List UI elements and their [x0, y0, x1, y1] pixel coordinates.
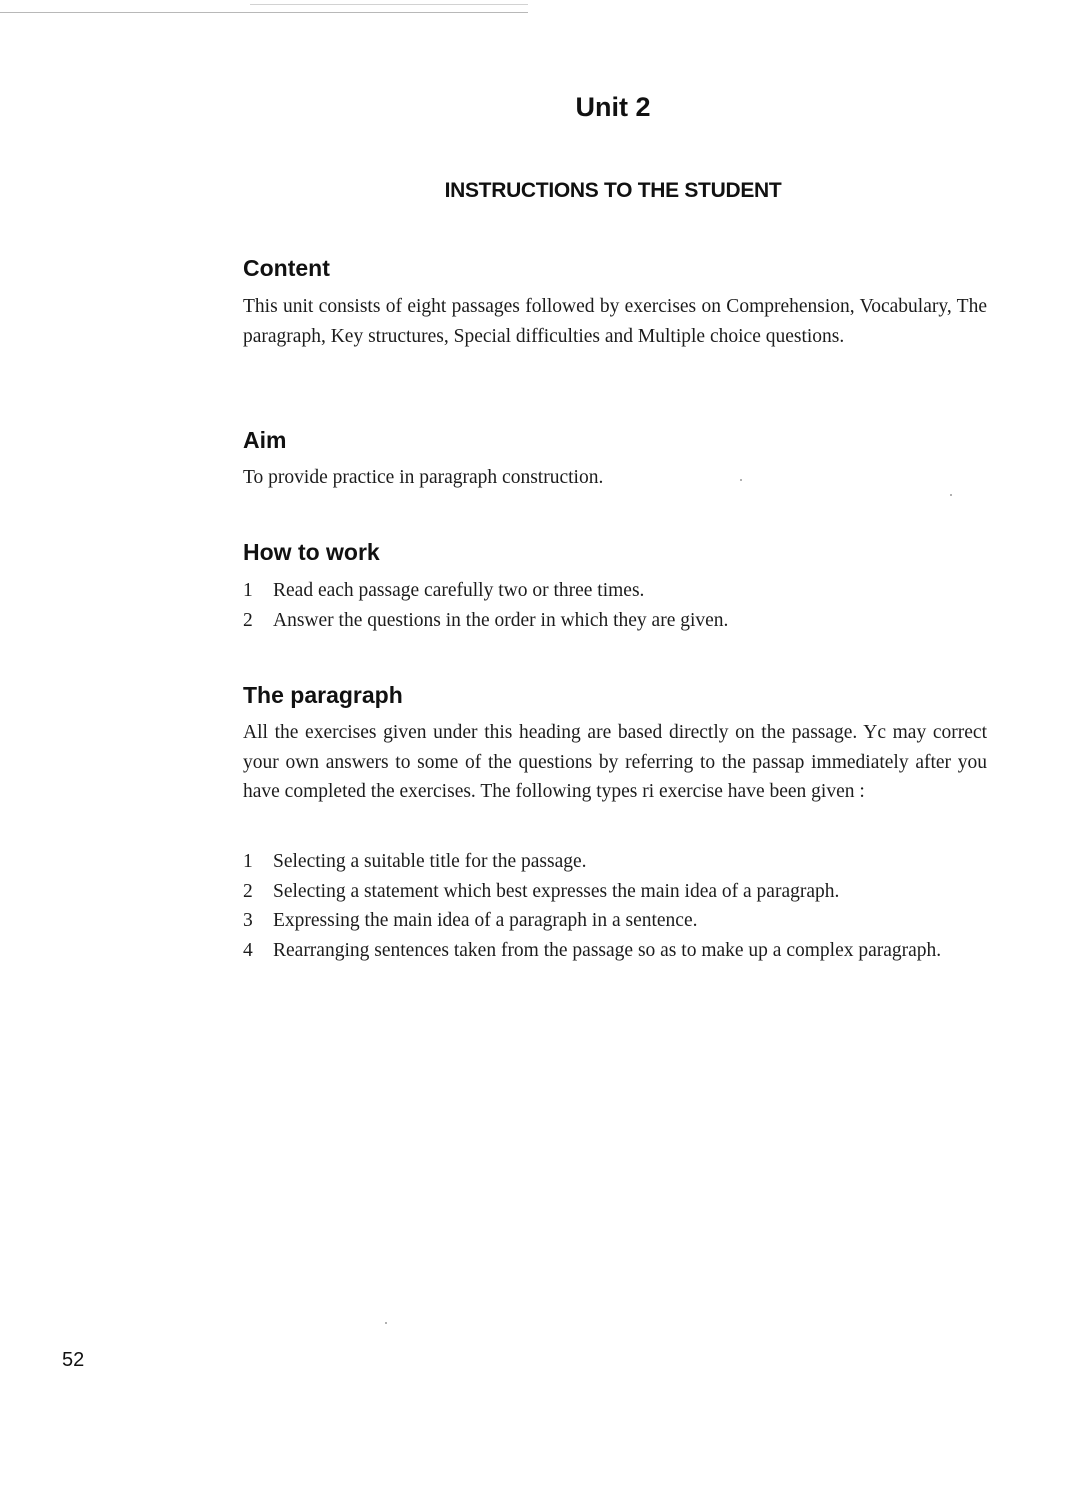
list-item-text: Expressing the main idea of a paragraph in a sentence. [273, 910, 698, 932]
page-number: 52 [62, 1349, 85, 1371]
unit-title: Unit 2 [575, 92, 651, 122]
list-item-text: Read each passage carefully two or three times. [273, 580, 645, 601]
scan-speck [950, 494, 952, 496]
paragraph-heading: The paragraph [243, 682, 403, 708]
list-item-text: Selecting a suitable title for the passage. [273, 851, 587, 872]
scan-speck [385, 1322, 387, 1324]
list-item [243, 936, 987, 966]
how-to-work-heading: How to work [243, 539, 380, 565]
paragraph-exercise-list [243, 847, 987, 966]
how-to-work-list [243, 576, 987, 635]
aim-heading: Aim [243, 427, 287, 453]
list-item-text: Selecting a statement which best expresses the main idea of a paragraph. [273, 880, 840, 902]
aim-text: To provide practice in paragraph construction. [243, 467, 604, 488]
top-scan-rule-faint [250, 4, 528, 5]
paragraph-text: All the exercises given under this heading are based directly on the passage. Yc may correct your own answers to some of the questions by referring to the passap immediately after you have completed the exercises. The following types ri exercise have been given : [243, 722, 987, 803]
content-heading: Content [243, 255, 330, 281]
list-item-number: 2 [243, 880, 253, 902]
list-item-number: 1 [243, 851, 253, 872]
list-item [243, 847, 987, 877]
list-item-number: 4 [243, 940, 253, 962]
list-item-number: 3 [243, 910, 253, 932]
list-item-number: 1 [243, 580, 253, 601]
instructions-title: INSTRUCTIONS TO THE STUDENT [444, 179, 782, 202]
content-text: This unit consists of eight passages followed by exercises on Comprehension, Vocabulary, The paragraph, Key structures, Special difficulties and Multiple choice questions. [243, 296, 987, 347]
list-item-text: Rearranging sentences taken from the passage so as to make up a complex paragraph. [273, 940, 942, 962]
top-scan-rule [0, 12, 528, 13]
list-item-text: Answer the questions in the order in which they are given. [273, 609, 729, 631]
list-item [243, 906, 987, 936]
list-item [243, 576, 987, 606]
list-item-number: 2 [243, 609, 253, 631]
scan-speck [740, 479, 742, 481]
list-item [243, 877, 987, 907]
list-item [243, 606, 987, 636]
